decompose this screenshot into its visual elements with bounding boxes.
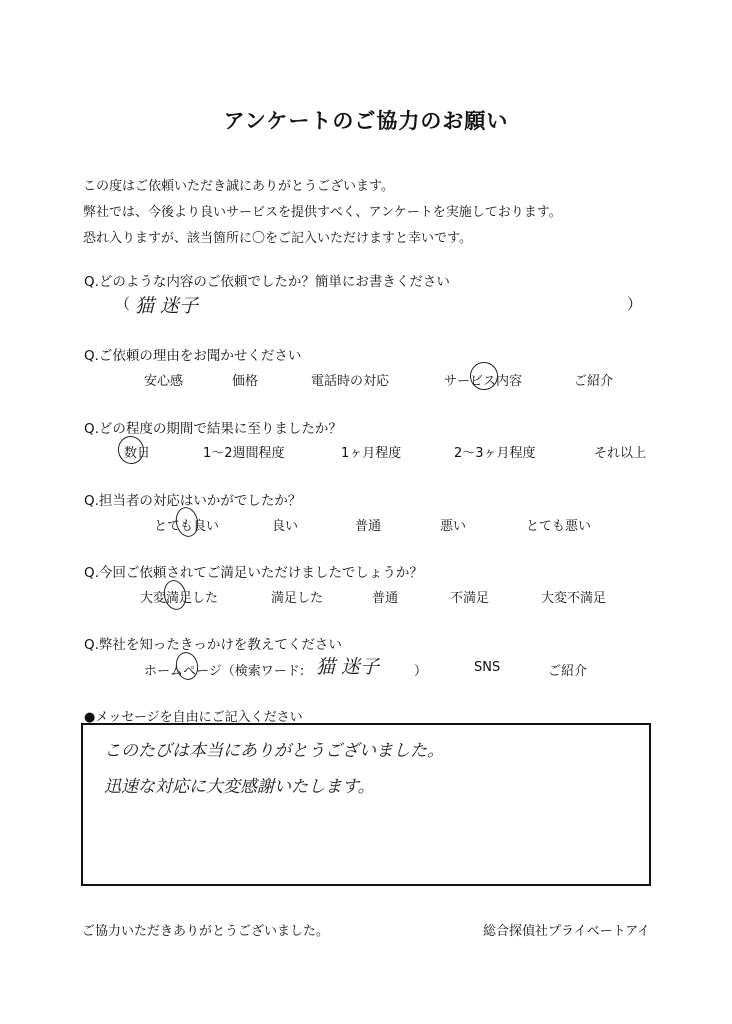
- option-satisfaction-very-no: 大変不満足: [541, 591, 607, 606]
- message-line-1: このたびは本当にありがとうございました。: [104, 741, 444, 761]
- selection-circle-satisfaction: [161, 578, 189, 612]
- question-source: Q.弊社を知ったきっかけを教えてください: [84, 637, 342, 653]
- option-staff-bad: 悪い: [440, 519, 467, 534]
- option-source-referral: ご紹介: [548, 664, 588, 679]
- option-satisfaction-yes: 満足した: [271, 591, 324, 606]
- option-source-sns: SNS: [474, 660, 501, 675]
- option-reason-referral: ご紹介: [574, 374, 614, 389]
- option-duration-days: 数日: [124, 446, 151, 461]
- handwritten-search-word: 猫 迷子: [316, 656, 380, 678]
- option-satisfaction-normal: 普通: [372, 591, 399, 606]
- option-satisfaction-no: 不満足: [450, 591, 490, 606]
- page-title: アンケートのご協力のお願い: [223, 109, 509, 133]
- message-label: ●メッセージを自由にご記入ください: [84, 710, 303, 725]
- question-request-content: Q.どのような内容のご依頼でしたか？簡単にお書きください: [84, 274, 450, 290]
- option-duration-month: 1ヶ月程度: [341, 446, 402, 461]
- option-source-homepage: ホームページ（検索ワード:: [144, 664, 305, 679]
- handwritten-answer-request: 猫 迷子: [135, 295, 199, 317]
- option-duration-longer: それ以上: [594, 446, 647, 461]
- footer-company: 総合探偵社プライベートアイ: [483, 924, 651, 939]
- intro-line-2: 弊社では、今後より良いサービスを提供すべく、アンケートを実施しております。: [83, 205, 562, 220]
- option-satisfaction-very: 大変満足した: [140, 591, 219, 606]
- selection-circle-duration: [115, 434, 146, 467]
- option-duration-weeks: 1～2週間程度: [203, 446, 285, 461]
- question-duration: Q.どの程度の期間で結果に至りましたか？: [84, 421, 342, 437]
- question-satisfaction: Q.今回ご依頼されてご満足いただけましたでしょうか？: [84, 565, 423, 581]
- question-staff-response: Q.担当者の対応はいかがでしたか？: [84, 493, 302, 509]
- answer-close-paren: ）: [627, 295, 643, 313]
- intro-line-3: 恐れ入りますが、該当箇所に〇をご記入いただけますと幸いです。: [83, 231, 472, 246]
- option-staff-good: 良い: [272, 519, 299, 534]
- option-reason-security: 安心感: [144, 374, 184, 389]
- option-source-homepage-close: ）: [414, 664, 428, 679]
- option-staff-very-bad: とても悪い: [526, 519, 592, 534]
- intro-line-1: この度はご依頼いただき誠にありがとうございます。: [83, 179, 394, 194]
- option-reason-phone: 電話時の対応: [311, 374, 390, 389]
- option-reason-service: サービス内容: [444, 374, 523, 389]
- option-duration-months: 2～3ヶ月程度: [454, 446, 536, 461]
- message-line-2: 迅速な対応に大変感謝いたします。: [104, 777, 375, 797]
- footer-thanks: ご協力いただきありがとうございました。: [82, 924, 330, 939]
- answer-open-paren: （: [115, 295, 131, 313]
- option-reason-price: 価格: [232, 374, 259, 389]
- question-reason: Q.ご依頼の理由をお聞かせください: [84, 348, 302, 364]
- option-staff-very-good: とても良い: [154, 519, 220, 534]
- option-staff-normal: 普通: [355, 519, 382, 534]
